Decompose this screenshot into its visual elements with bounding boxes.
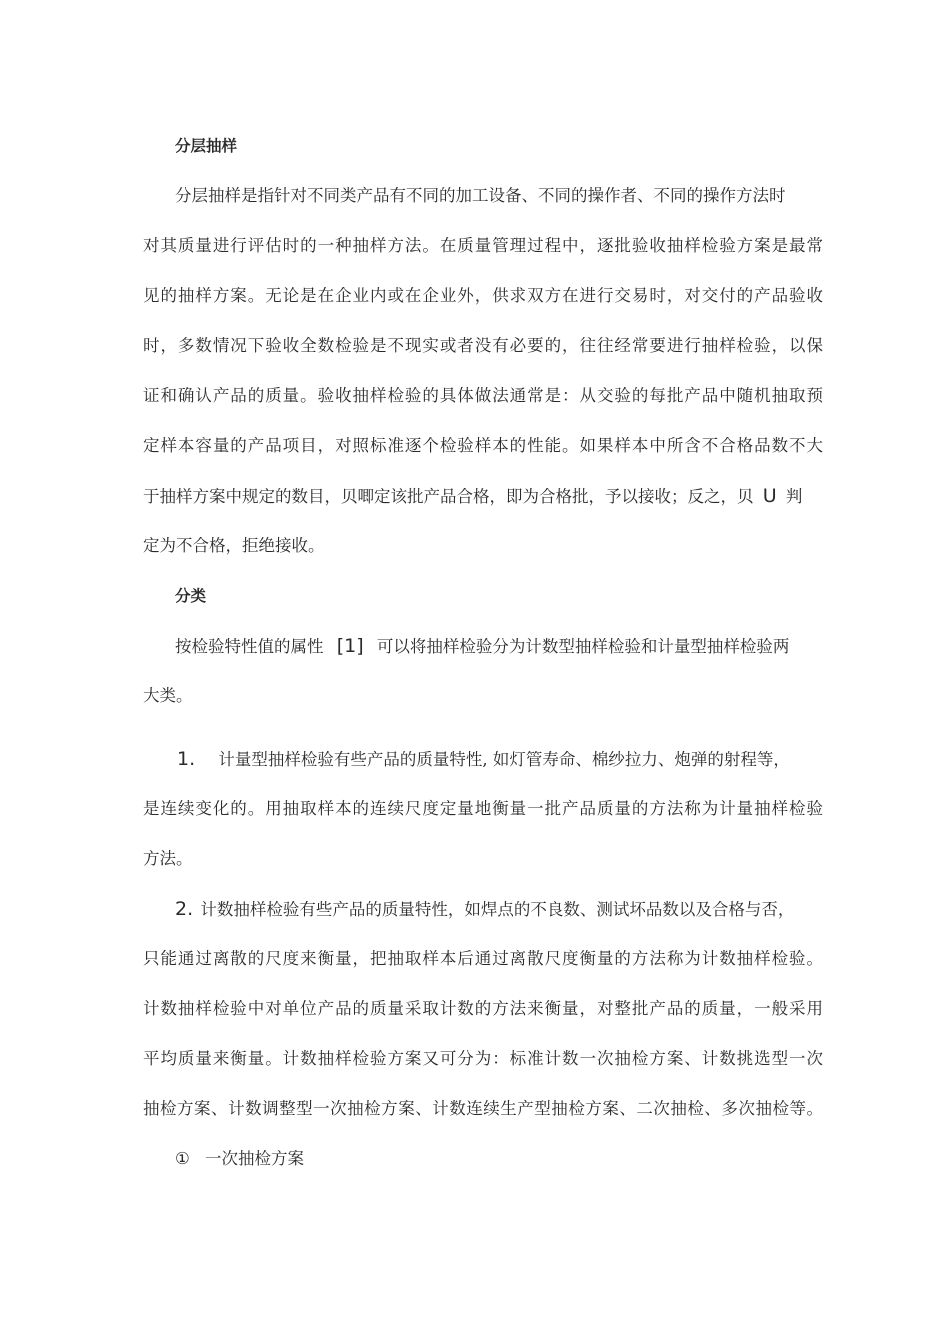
circled-number-marker: ① [175, 1149, 190, 1168]
paragraph-line: 定为不合格，拒绝接收。 [143, 536, 325, 555]
paragraph-line [143, 484, 823, 509]
sub-item-one-time-sampling [175, 1147, 855, 1171]
section-heading-classification: 分类 [175, 587, 207, 605]
paragraph-text: 可以将抽样检验分为计数型抽样检验和计量型抽样检验两 [376, 637, 790, 656]
sub-item-label: 一次抽检方案 [205, 1149, 305, 1168]
paragraph-line: 计数抽样检验中对单位产品的质量采取计数的方法来衡量，对整批产品的质量，一般采用 [143, 999, 823, 1018]
paragraph-line: 对其质量进行评估时的一种抽样方法。在质量管理过程中，逐批验收抽样检验方案是最常 [143, 236, 823, 255]
paragraph-line: 证和确认产品的质量。验收抽样检验的具体做法通常是：从交验的每批产品中随机抽取预 [143, 386, 823, 405]
list-number: 2. [175, 898, 194, 920]
paragraph-line: 是连续变化的。用抽取样本的连续尺度定量地衡量一批产品质量的方法称为计量抽样检验 [143, 799, 823, 818]
stray-character: U [762, 485, 777, 507]
paragraph-line: 方法。 [143, 849, 193, 868]
citation-reference: [1] [336, 635, 364, 657]
list-item-2 [175, 897, 855, 922]
paragraph-line [175, 634, 855, 659]
paragraph-line: 见的抽样方案。无论是在企业内或在企业外，供求双方在进行交易时，对交付的产品验收 [143, 286, 823, 305]
paragraph-line: 平均质量来衡量。计数抽样检验方案又可分为：标准计数一次抽检方案、计数挑选型一次 [143, 1049, 823, 1068]
list-number: 1. [177, 748, 196, 770]
paragraph-line: 定样本容量的产品项目，对照标准逐个检验样本的性能。如果样本中所含不合格品数不大 [143, 436, 823, 455]
paragraph-text: 计量型抽样检验有些产品的质量特性, 如灯管寿命、棉纱拉力、炮弹的射程等， [218, 750, 790, 769]
paragraph-line: 分层抽样是指针对不同类产品有不同的加工设备、不同的操作者、不同的操作方法时 [175, 186, 786, 205]
paragraph-text: 计数抽样检验有些产品的质量特性，如焊点的不良数、测试坏品数以及合格与否， [200, 900, 795, 919]
paragraph-text: 于抽样方案中规定的数目，贝唧定该批产品合格，即为合格批，予以接收；反之，贝 [143, 487, 754, 506]
list-item-1 [175, 747, 855, 772]
paragraph-line: 抽检方案、计数调整型一次抽检方案、计数连续生产型抽检方案、二次抽检、多次抽检等。 [143, 1099, 823, 1118]
paragraph-line: 只能通过离散的尺度来衡量，把抽取样本后通过离散尺度衡量的方法称为计数抽样检验。 [143, 949, 823, 968]
paragraph-line: 时，多数情况下验收全数检验是不现实或者没有必要的，往往经常要进行抽样检验，以保 [143, 336, 823, 355]
paragraph-line: 大类。 [143, 686, 193, 705]
paragraph-text: 判 [785, 487, 803, 506]
paragraph-text: 按检验特性值的属性 [175, 637, 324, 656]
section-heading-stratified-sampling: 分层抽样 [175, 137, 238, 155]
